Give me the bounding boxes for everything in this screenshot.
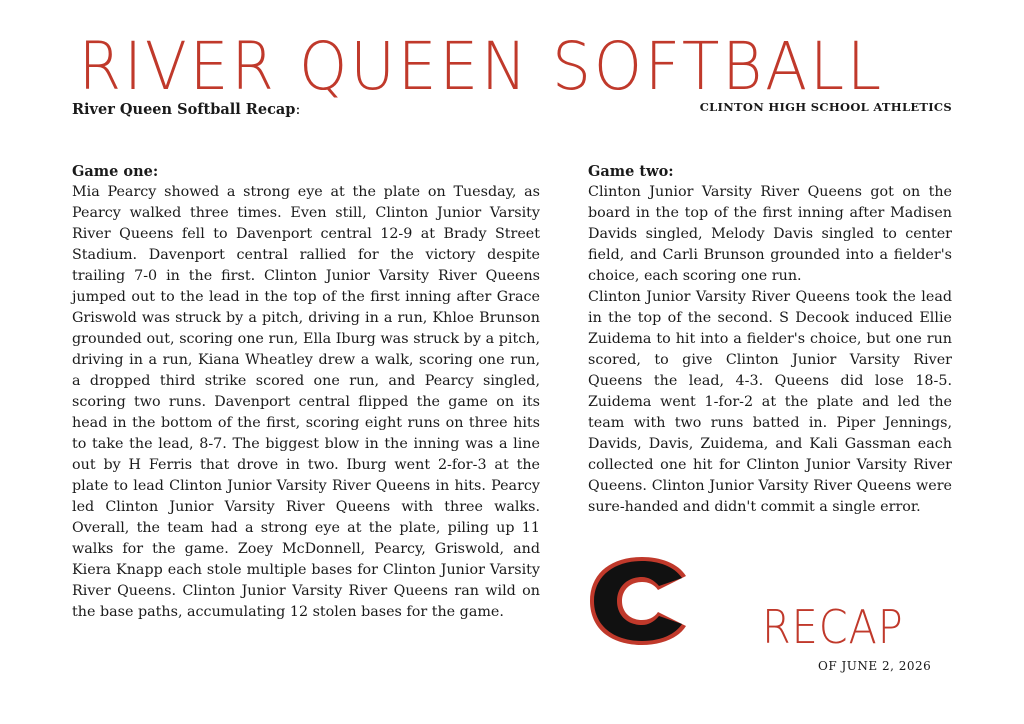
game-two-heading: Game two: <box>588 163 674 180</box>
game-one-body: Mia Pearcy showed a strong eye at the plate on Tuesday, as Pearcy walked three times. Even still, Clinton Junior Varsity River Queens fell to Davenport central 12-9 at Brady Street Stadium. Davenport central rallied for the victory despite trailing 7-0 in the first. Clinton Junior Varsity River Queens jumped out to the lead in the top of the first inning after Grace Griswold was struck by a pitch, driving in a run, Khloe Brunson grounded out, scoring one run, Ella Iburg was struck by a pitch, driving in a run, Kiana Wheatley drew a walk, scoring one run, a dropped third strike scored one run, and Pearcy singled, scoring two runs. Davenport central flipped the game on its head in the bottom of the first, scoring eight runs on three hits to take the lead, 8-7. The biggest blow in the inning was a line out by H Ferris that drove in two. Iburg went 2-for-3 at the plate to lead Clinton Junior Varsity River Queens in hits. Pearcy led Clinton Junior Varsity River Queens with three walks. Overall, the team had a strong eye at the plate, piling up 11 walks for the game. Zoey McDonnell, Pearcy, Griswold, and Kiera Knapp each stole multiple bases for Clinton Junior Varsity River Queens. Clinton Junior Varsity River Queens ran wild on the base paths, accumulating 12 stolen bases for the game. <box>72 184 540 620</box>
school-name: CLINTON HIGH SCHOOL ATHLETICS <box>699 100 952 114</box>
c-logo-icon <box>586 556 696 646</box>
recap-subtitle-colon: : <box>295 102 301 118</box>
recap-subtitle-text: River Queen Softball Recap <box>72 101 296 118</box>
recap-date: OF JUNE 2, 2026 <box>818 659 932 673</box>
game-one-section <box>72 161 540 623</box>
game-two-paragraph-2: Clinton Junior Varsity River Queens took the lead in the top of the second. S Decook induced Ellie Zuidema to hit into a fielder's choice, but one run scored, to give Clinton Junior Varsity River Queens the lead, 4-3. Queens did lose 18-5. Zuidema went 1-for-2 at the plate and led the team with two runs batted in. Piper Jennings, Davids, Davis, Zuidema, and Kali Gassman each collected one hit for Clinton Junior Varsity River Queens. Clinton Junior Varsity River Queens were sure-handed and didn't commit a single error. <box>588 289 952 515</box>
recap-title: RECAP <box>762 600 904 654</box>
game-one-heading: Game one: <box>72 163 159 180</box>
page-banner-title: RIVER QUEEN SOFTBALL <box>78 28 884 105</box>
game-two-section <box>588 161 952 518</box>
recap-subtitle <box>72 101 300 118</box>
game-two-paragraph-1: Clinton Junior Varsity River Queens got on the board in the top of the first inning after Madisen Davids singled, Melody Davis singled to center field, and Carli Brunson grounded into a fielder's choice, each scoring one run. <box>588 184 952 284</box>
